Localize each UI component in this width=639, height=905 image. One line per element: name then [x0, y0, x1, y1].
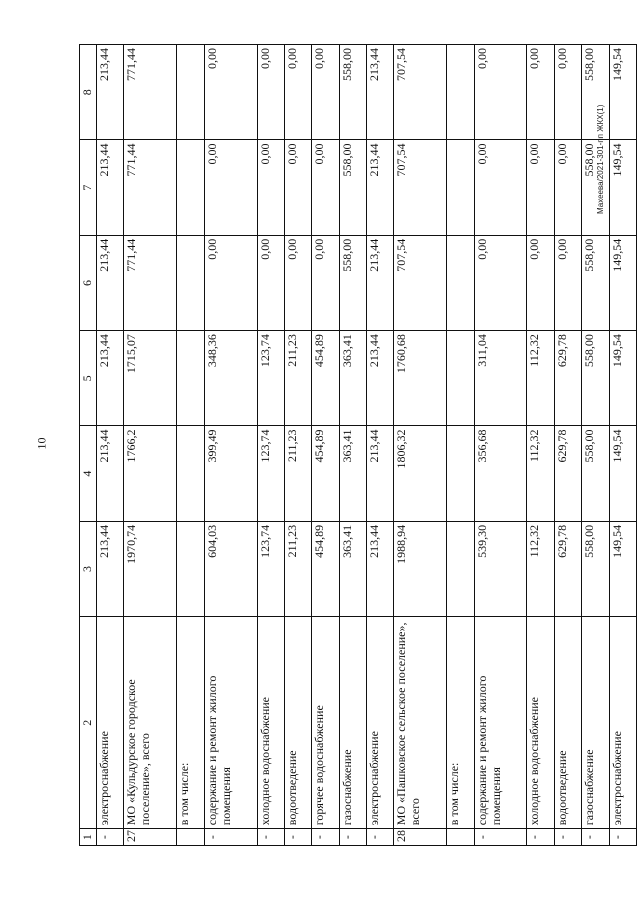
row-value-col-3: 604,03	[204, 521, 257, 616]
row-value-col-4: 1806,32	[394, 426, 447, 521]
row-value-col-8: 213,44	[97, 45, 124, 140]
table-row	[447, 45, 474, 846]
row-value-col-7: 0,00	[527, 140, 554, 235]
row-index: -	[97, 829, 124, 846]
row-value-col-5: 363,41	[339, 331, 366, 426]
row-value-col-4: 558,00	[582, 426, 609, 521]
row-index: -	[609, 829, 636, 846]
row-value-col-4: 211,23	[284, 426, 311, 521]
table-row	[554, 45, 581, 846]
header-col-6: 6	[80, 235, 97, 330]
row-value-col-8: 0,00	[312, 45, 339, 140]
row-value-col-3: 539,30	[474, 521, 527, 616]
table-row	[312, 45, 339, 846]
row-label: МО «Кульдурское городское поселение», всего	[124, 617, 177, 829]
row-value-col-8: 0,00	[257, 45, 284, 140]
row-value-col-4	[447, 426, 474, 521]
row-value-col-6: 558,00	[582, 235, 609, 330]
row-label: газоснабжение	[582, 617, 609, 829]
row-index: -	[312, 829, 339, 846]
row-value-col-4: 213,44	[97, 426, 124, 521]
row-value-col-8: 213,44	[366, 45, 393, 140]
row-value-col-6	[177, 235, 204, 330]
row-value-col-7	[177, 140, 204, 235]
row-value-col-5: 1715,07	[124, 331, 177, 426]
row-value-col-5: 629,78	[554, 331, 581, 426]
row-label: водоотведение	[554, 617, 581, 829]
table-row	[284, 45, 311, 846]
row-index: -	[339, 829, 366, 846]
header-col-1: 1	[80, 829, 97, 846]
row-index: 27	[124, 829, 177, 846]
row-label: содержание и ремонт жилого помещения	[474, 617, 527, 829]
row-value-col-8: 0,00	[474, 45, 527, 140]
header-row	[80, 45, 97, 846]
row-value-col-7: 213,44	[97, 140, 124, 235]
row-value-col-4: 454,89	[312, 426, 339, 521]
row-index: -	[474, 829, 527, 846]
row-index: -	[527, 829, 554, 846]
row-value-col-6: 213,44	[97, 235, 124, 330]
row-value-col-5: 558,00	[582, 331, 609, 426]
row-label: водоотведение	[284, 617, 311, 829]
row-value-col-3: 629,78	[554, 521, 581, 616]
table-row	[339, 45, 366, 846]
row-value-col-5	[177, 331, 204, 426]
row-value-col-7: 558,00	[582, 140, 609, 235]
row-value-col-5: 311,04	[474, 331, 527, 426]
row-value-col-3	[177, 521, 204, 616]
row-value-col-3: 213,44	[97, 521, 124, 616]
header-col-3: 3	[80, 521, 97, 616]
table-row	[366, 45, 393, 846]
row-value-col-5: 348,36	[204, 331, 257, 426]
footer-code: Махеева/2021-301-пп ЖКХ(1)	[596, 104, 605, 214]
row-value-col-6: 213,44	[366, 235, 393, 330]
row-value-col-4: 1766,2	[124, 426, 177, 521]
row-value-col-8: 707,54	[394, 45, 447, 140]
page-number: 10	[34, 437, 49, 450]
row-value-col-7: 0,00	[204, 140, 257, 235]
row-value-col-3: 123,74	[257, 521, 284, 616]
header-col-2: 2	[80, 617, 97, 829]
row-label: газоснабжение	[339, 617, 366, 829]
row-value-col-6: 0,00	[474, 235, 527, 330]
row-index: -	[204, 829, 257, 846]
row-value-col-8: 0,00	[554, 45, 581, 140]
row-value-col-4: 629,78	[554, 426, 581, 521]
table-row	[474, 45, 527, 846]
row-index	[177, 829, 204, 846]
table-body	[97, 45, 637, 846]
row-value-col-8	[447, 45, 474, 140]
row-value-col-8	[177, 45, 204, 140]
row-index: -	[257, 829, 284, 846]
row-value-col-6: 0,00	[257, 235, 284, 330]
row-value-col-4: 112,32	[527, 426, 554, 521]
row-value-col-3: 213,44	[366, 521, 393, 616]
row-value-col-6: 0,00	[527, 235, 554, 330]
row-value-col-7: 771,44	[124, 140, 177, 235]
row-value-col-5: 213,44	[97, 331, 124, 426]
row-value-col-7: 707,54	[394, 140, 447, 235]
row-value-col-8: 0,00	[204, 45, 257, 140]
row-value-col-6: 0,00	[554, 235, 581, 330]
row-value-col-3	[447, 521, 474, 616]
row-value-col-5: 454,89	[312, 331, 339, 426]
row-value-col-3: 112,32	[527, 521, 554, 616]
table-row	[527, 45, 554, 846]
row-value-col-3: 211,23	[284, 521, 311, 616]
header-col-4: 4	[80, 426, 97, 521]
row-value-col-7: 213,44	[366, 140, 393, 235]
row-value-col-3: 558,00	[582, 521, 609, 616]
row-label: электроснабжение	[609, 617, 636, 829]
table-row	[124, 45, 177, 846]
row-label: горячее водоснабжение	[312, 617, 339, 829]
row-value-col-7: 0,00	[474, 140, 527, 235]
row-value-col-5: 1760,68	[394, 331, 447, 426]
row-value-col-4: 213,44	[366, 426, 393, 521]
table-row	[394, 45, 447, 846]
row-label: электроснабжение	[366, 617, 393, 829]
header-col-5: 5	[80, 331, 97, 426]
row-value-col-6: 558,00	[339, 235, 366, 330]
row-value-col-5: 213,44	[366, 331, 393, 426]
row-value-col-4: 123,74	[257, 426, 284, 521]
row-index: -	[284, 829, 311, 846]
row-index	[447, 829, 474, 846]
row-label: холодное водоснабжение	[527, 617, 554, 829]
table-row	[204, 45, 257, 846]
row-value-col-7: 0,00	[257, 140, 284, 235]
row-value-col-6	[447, 235, 474, 330]
row-value-col-7: 149,54	[609, 140, 636, 235]
row-value-col-4	[177, 426, 204, 521]
row-value-col-3: 1988,94	[394, 521, 447, 616]
row-value-col-6: 707,54	[394, 235, 447, 330]
row-value-col-4: 356,68	[474, 426, 527, 521]
row-value-col-5: 112,32	[527, 331, 554, 426]
tariff-table	[79, 44, 637, 846]
table-row	[177, 45, 204, 846]
row-value-col-3: 1970,74	[124, 521, 177, 616]
row-value-col-5: 123,74	[257, 331, 284, 426]
row-value-col-8: 558,00	[339, 45, 366, 140]
row-label: холодное водоснабжение	[257, 617, 284, 829]
row-label: электроснабжение	[97, 617, 124, 829]
row-value-col-5: 149,54	[609, 331, 636, 426]
row-value-col-8: 771,44	[124, 45, 177, 140]
row-value-col-5	[447, 331, 474, 426]
row-value-col-4: 149,54	[609, 426, 636, 521]
row-index: 28	[394, 829, 447, 846]
row-value-col-7: 0,00	[312, 140, 339, 235]
row-value-col-8: 558,00	[582, 45, 609, 140]
table-row	[97, 45, 124, 846]
row-label: содержание и ремонт жилого помещения	[204, 617, 257, 829]
row-value-col-8: 0,00	[284, 45, 311, 140]
row-value-col-7: 558,00	[339, 140, 366, 235]
row-value-col-4: 399,49	[204, 426, 257, 521]
header-col-7: 7	[80, 140, 97, 235]
row-value-col-3: 454,89	[312, 521, 339, 616]
row-index: -	[582, 829, 609, 846]
row-value-col-6: 0,00	[312, 235, 339, 330]
row-value-col-7: 0,00	[554, 140, 581, 235]
table-row	[257, 45, 284, 846]
row-value-col-6: 771,44	[124, 235, 177, 330]
header-col-8: 8	[80, 45, 97, 140]
row-value-col-3: 149,54	[609, 521, 636, 616]
row-value-col-5: 211,23	[284, 331, 311, 426]
row-value-col-6: 0,00	[284, 235, 311, 330]
row-value-col-6: 0,00	[204, 235, 257, 330]
row-value-col-7	[447, 140, 474, 235]
row-value-col-3: 363,41	[339, 521, 366, 616]
row-value-col-8: 149,54	[609, 45, 636, 140]
row-index: -	[554, 829, 581, 846]
row-value-col-6: 149,54	[609, 235, 636, 330]
row-label: в том числе:	[177, 617, 204, 829]
table-row	[609, 45, 636, 846]
row-index: -	[366, 829, 393, 846]
row-label: МО «Пашковское сельское поселение», всего	[394, 617, 447, 829]
table-row	[582, 45, 609, 846]
row-value-col-4: 363,41	[339, 426, 366, 521]
row-label: в том числе:	[447, 617, 474, 829]
row-value-col-8: 0,00	[527, 45, 554, 140]
tariff-table-container	[79, 44, 637, 846]
row-value-col-7: 0,00	[284, 140, 311, 235]
